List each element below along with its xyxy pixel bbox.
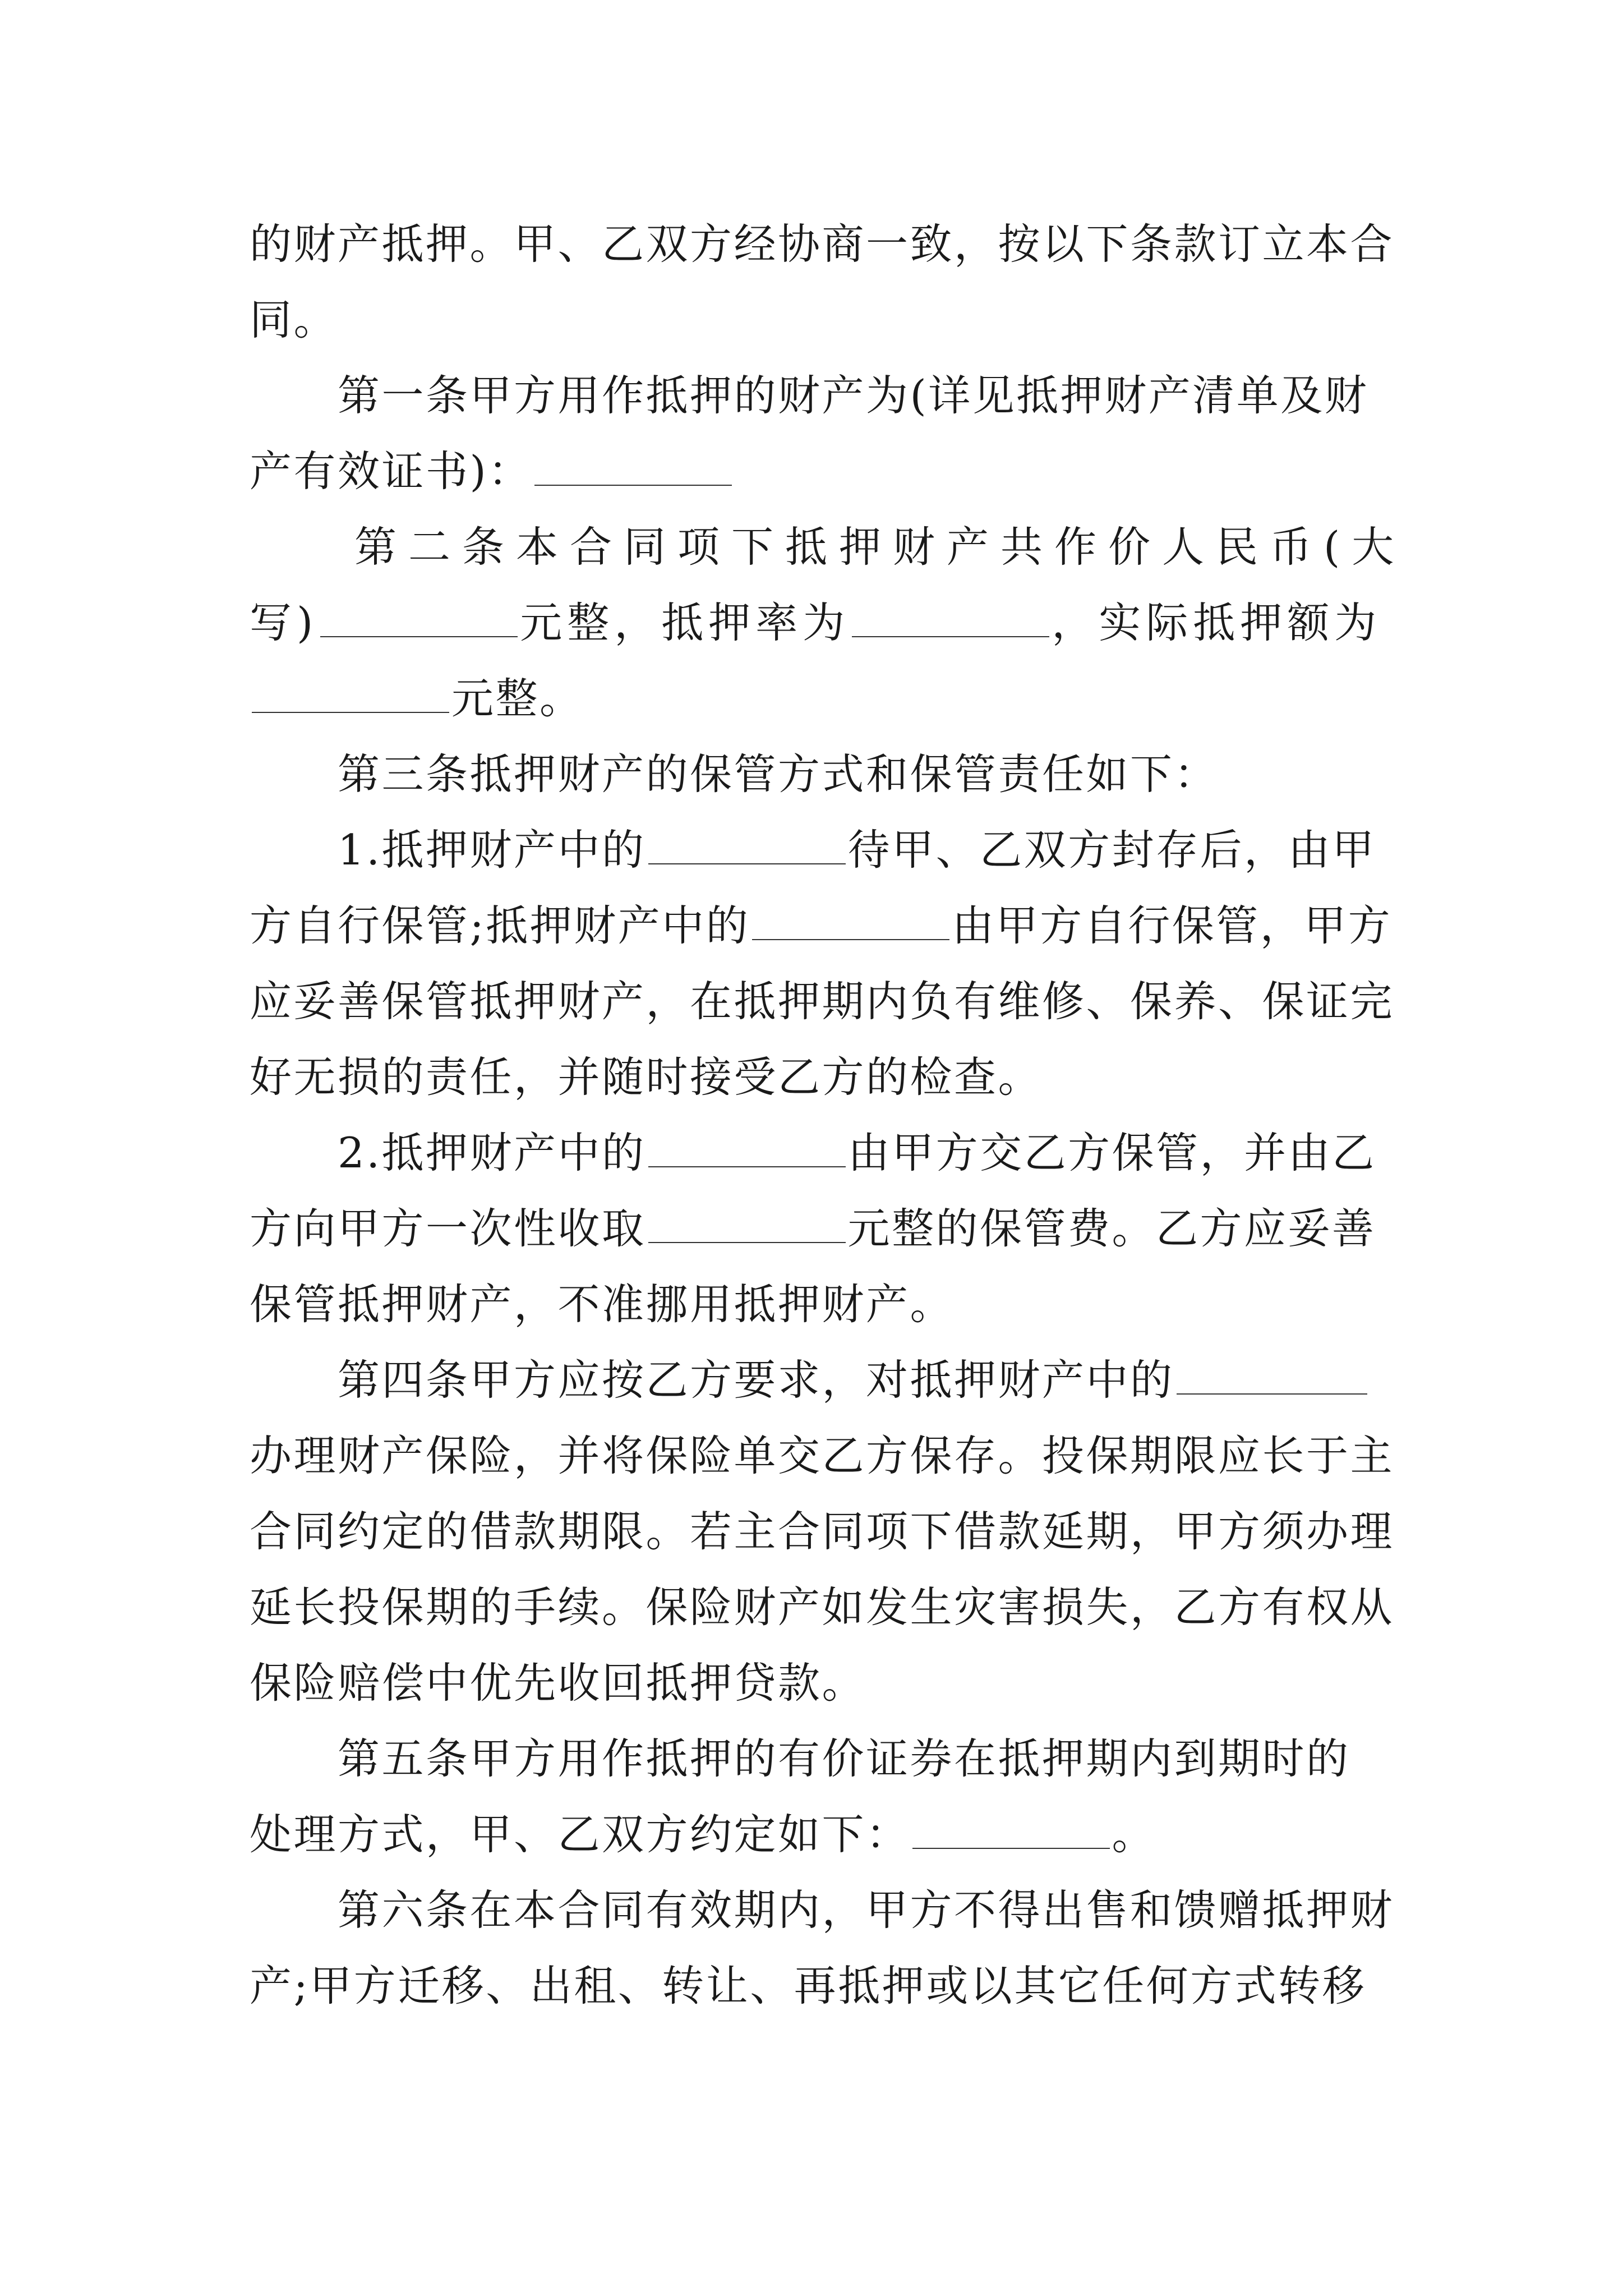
fill-blank [1177,1360,1367,1395]
article-4: 第四条甲方应按乙方要求，对抵押财产中的 [338,1352,1370,1408]
fill-blank [534,451,732,486]
text-line: 方自行保管;抵押财产中的 由甲方自行保管，甲方 [250,901,1393,950]
item-2: 2.抵押财产中的 由甲方交乙方保管，并由乙 [338,1128,1376,1177]
text-line: 产有效证书)： [250,443,734,499]
text-line: 合同约定的借款期限。若主合同项下借款延期，甲方须办理 [250,1507,1395,1556]
text-line: 同。 [250,295,338,344]
fill-blank [648,1208,846,1243]
text-line: 处理方式，甲、乙双方约定如下： 。 [250,1810,1156,1859]
text-line: 保管抵押财产，不准挪用抵押财产。 [250,1280,955,1329]
fill-blank [648,830,846,864]
text-line: 保险赔偿中优先收回抵押贷款。 [250,1658,866,1708]
fill-blank [752,905,949,940]
item-1: 1.抵押财产中的 待甲、乙双方封存后，由甲 [338,825,1376,875]
article-1: 第一条甲方用作抵押的财产为(详见抵押财产清单及财 [338,371,1369,420]
text-line: 写) 元整，抵押率为 ，实际抵押额为 [250,598,1382,647]
text-line: 延长投保期的手续。保险财产如发生灾害损失，乙方有权从 [250,1582,1395,1632]
text-line: 方向甲方一次性收取 元整的保管费。乙方应妥善 [250,1204,1376,1253]
text-line: 好无损的责任，并随时接受乙方的检查。 [250,1052,1043,1102]
text-line: 元整。 [250,670,584,726]
text-line: 产;甲方迁移、出租、转让、再抵押或以其它任何方式转移 [250,1961,1367,2010]
text-line: 办理财产保险，并将保险单交乙方保存。投保期限应长于主 [250,1431,1395,1480]
fill-blank [252,678,449,713]
fill-blank [320,602,518,637]
article-3: 第三条抵押财产的保管方式和保管责任如下： [338,749,1219,799]
fill-blank [852,602,1049,637]
fill-blank [912,1814,1110,1849]
text-line: 的财产抵押。甲、乙双方经协商一致，按以下条款订立本合 [250,219,1395,269]
text-line: 应妥善保管抵押财产，在抵押期内负有维修、保养、保证完 [250,977,1395,1026]
article-2: 第二条本合同项下抵押财产共作价人民币(大 [354,522,1406,572]
article-5: 第五条甲方用作抵押的有价证券在抵押期内到期时的 [338,1734,1350,1783]
fill-blank [648,1133,846,1167]
article-6: 第六条在本合同有效期内，甲方不得出售和馈赠抵押财 [338,1885,1395,1935]
